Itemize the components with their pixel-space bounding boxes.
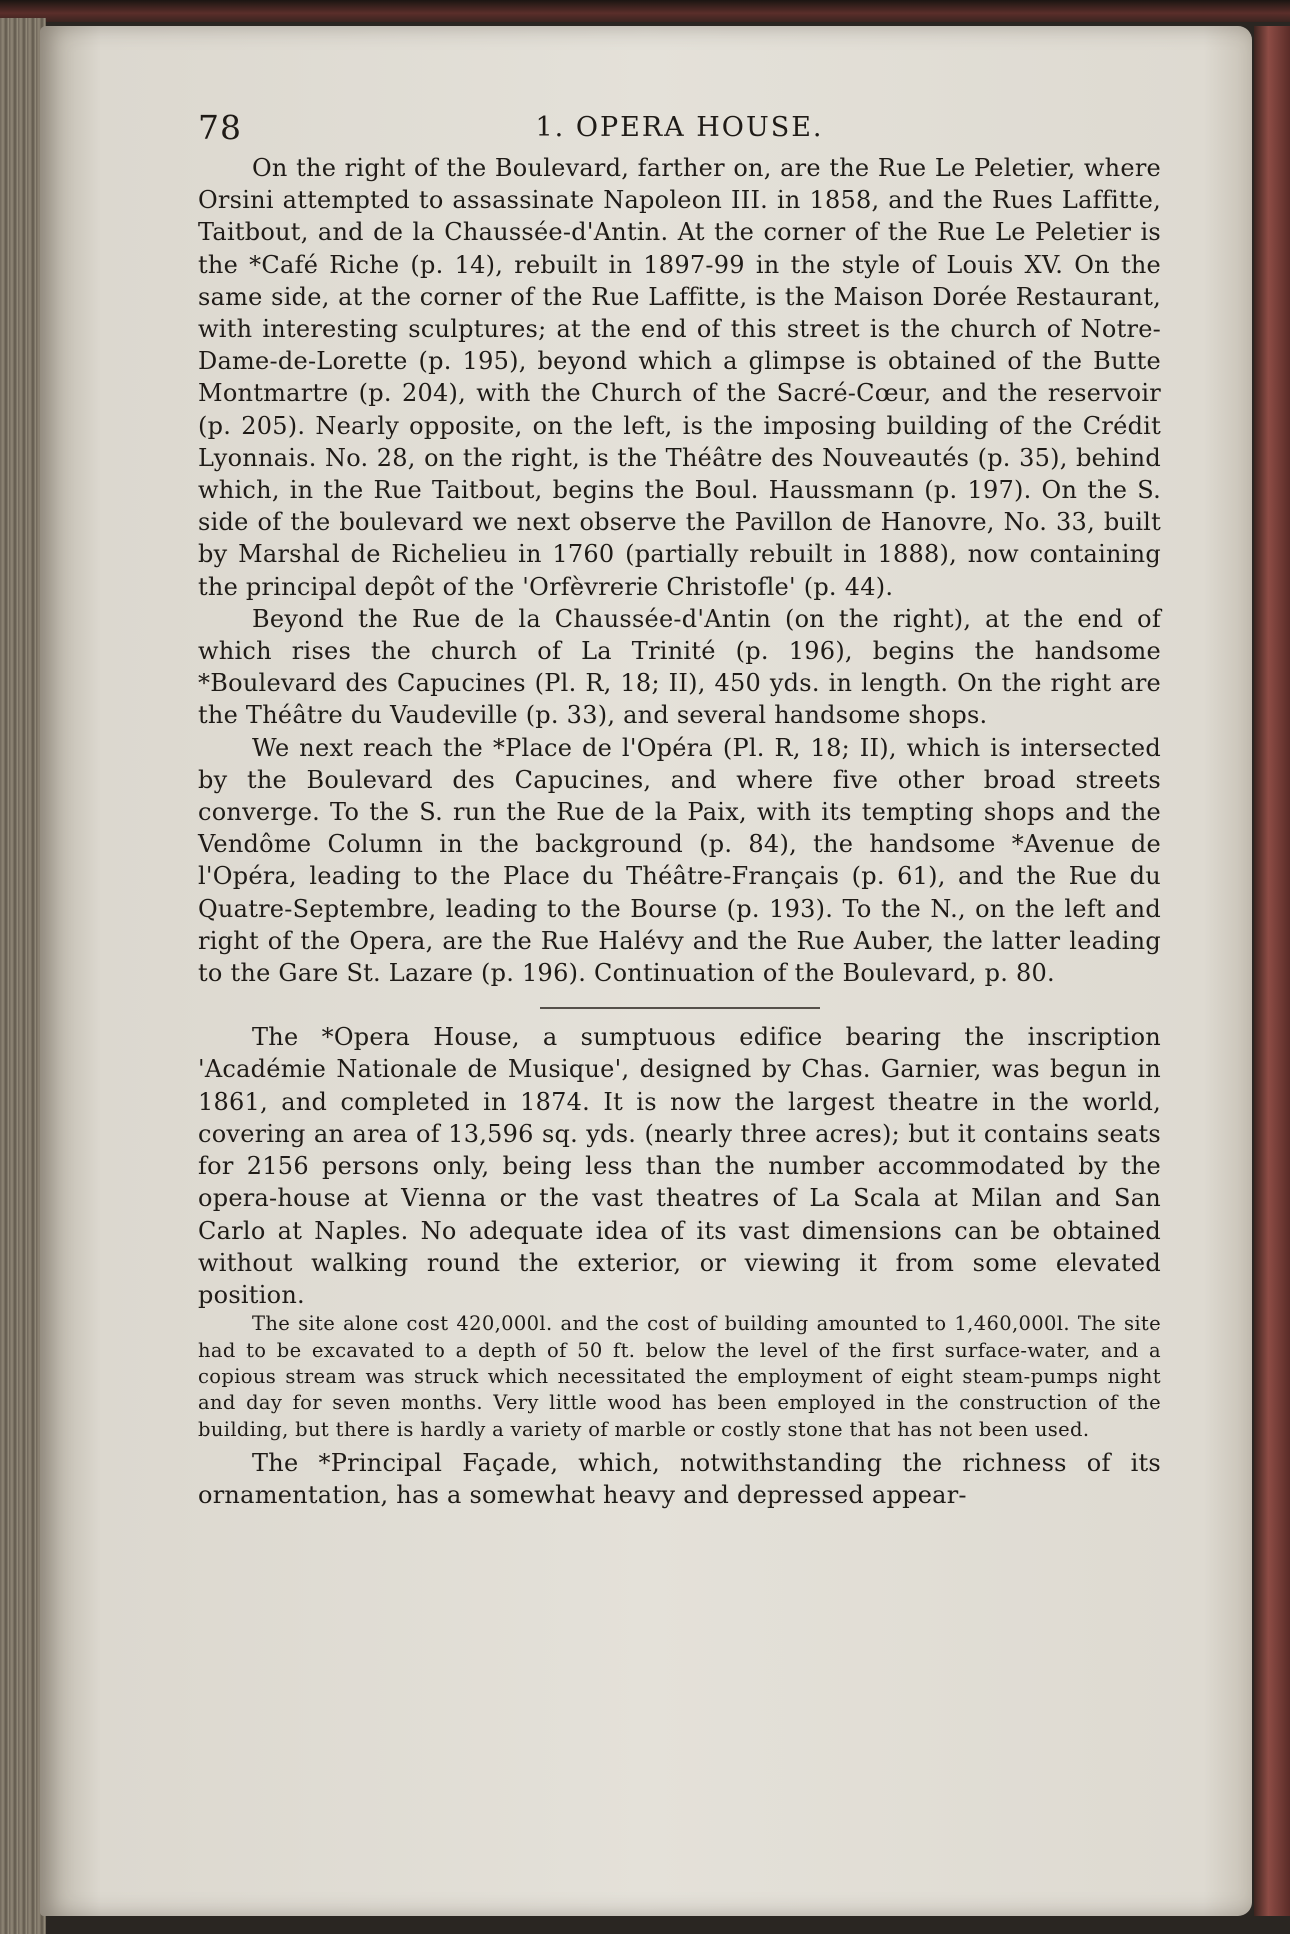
running-head: 1. OPERA HOUSE. — [535, 112, 824, 143]
paragraph-capucines: Beyond the Rue de la Chaussée-d'Antin (on the right), at the end of which rises the church of La Trinité (p. 196), begins the handsome *Boulevard des Capucines (Pl. R, 18; II), 450 yds. in length. On the right are the Théâtre du Vaudeville (p. 33), and several handsome shops. — [198, 604, 1161, 730]
page-header — [198, 108, 1161, 152]
paragraph-principal-facade: The *Principal Façade, which, notwithstanding the richness of its ornamentation, has a somewhat heavy and depressed appear- — [198, 1449, 1161, 1510]
book-top-edge — [0, 0, 1290, 22]
footnote-site-cost: The site alone cost 420,000l. and the cost of building amounted to 1,460,000l. The site had to be excavated to a depth of 50 ft. below the level of the first surface-water, and a copious stream was struck which necessitated the employment of eight steam-pumps night and day for seven months. Very little wood has been employed in the construction of the building, but there is hardly a variety of marble or costly stone that has not been used. — [198, 1312, 1161, 1441]
book-cover-edge — [1254, 26, 1290, 1916]
paragraph-opera-house: The *Opera House, a sumptuous edifice bearing the inscription 'Académie Nationale de Musique', designed by Chas. Garnier, was begun in 1861, and completed in 1874. It is now the largest theatre in the world, covering an area of 13,596 sq. yds. (nearly three acres); but it contains seats for 2156 persons only, being less than the number accommodated by the opera-house at Vienna or the vast theatres of La Scala at Milan and San Carlo at Naples. No adequate idea of its vast dimensions can be obtained without walking round the exterior, or viewing it from some elevated position. — [198, 1023, 1161, 1309]
page-text — [198, 108, 1161, 1512]
paragraph-place-opera: We next reach the *Place de l'Opéra (Pl. R, 18; II), which is intersected by the Boulevard des Capucines, and where five other broad streets converge. To the S. run the Rue de la Paix, with its tempting shops and the Vendôme Column in the background (p. 84), the handsome *Avenue de l'Opéra, leading to the Place du Théâtre-Français (p. 61), and the Rue du Quatre-Septembre, leading to the Bourse (p. 193). To the N., on the left and right of the Opera, are the Rue Halévy and the Rue Auber, the latter leading to the Gare St. Lazare (p. 196). Continuation of the Boulevard, p. 80. — [198, 733, 1161, 988]
paragraph-boulevard: On the right of the Boulevard, farther on, are the Rue Le Peletier, where Orsini attempted to assassinate Napoleon III. in 1858, and the Rues Laffitte, Taitbout, and de la Chaussée-d'Antin. At the corner of the Rue Le Peletier is the *Café Riche (p. 14), rebuilt in 1897-99 in the style of Louis XV. On the same side, at the corner of the Rue Laffitte, is the Maison Dorée Restaurant, with interesting sculptures; at the end of this street is the church of Notre-Dame-de-Lorette (p. 195), beyond which a glimpse is obtained of the Butte Montmartre (p. 204), with the Church of the Sacré-Cœur, and the reservoir (p. 205). Nearly opposite, on the left, is the imposing building of the Crédit Lyonnais. No. 28, on the right, is the Théâtre des Nouveautés (p. 35), behind which, in the Rue Taitbout, begins the Boul. Haussmann (p. 197). On the S. side of the boulevard we next observe the Pavillon de Hanovre, No. 33, built by Marshal de Richelieu in 1760 (partially rebuilt in 1888), now containing the principal depôt of the 'Orfèvrerie Christofle' (p. 44). — [198, 154, 1161, 601]
section-divider — [540, 1007, 820, 1009]
page-number: 78 — [198, 108, 242, 147]
